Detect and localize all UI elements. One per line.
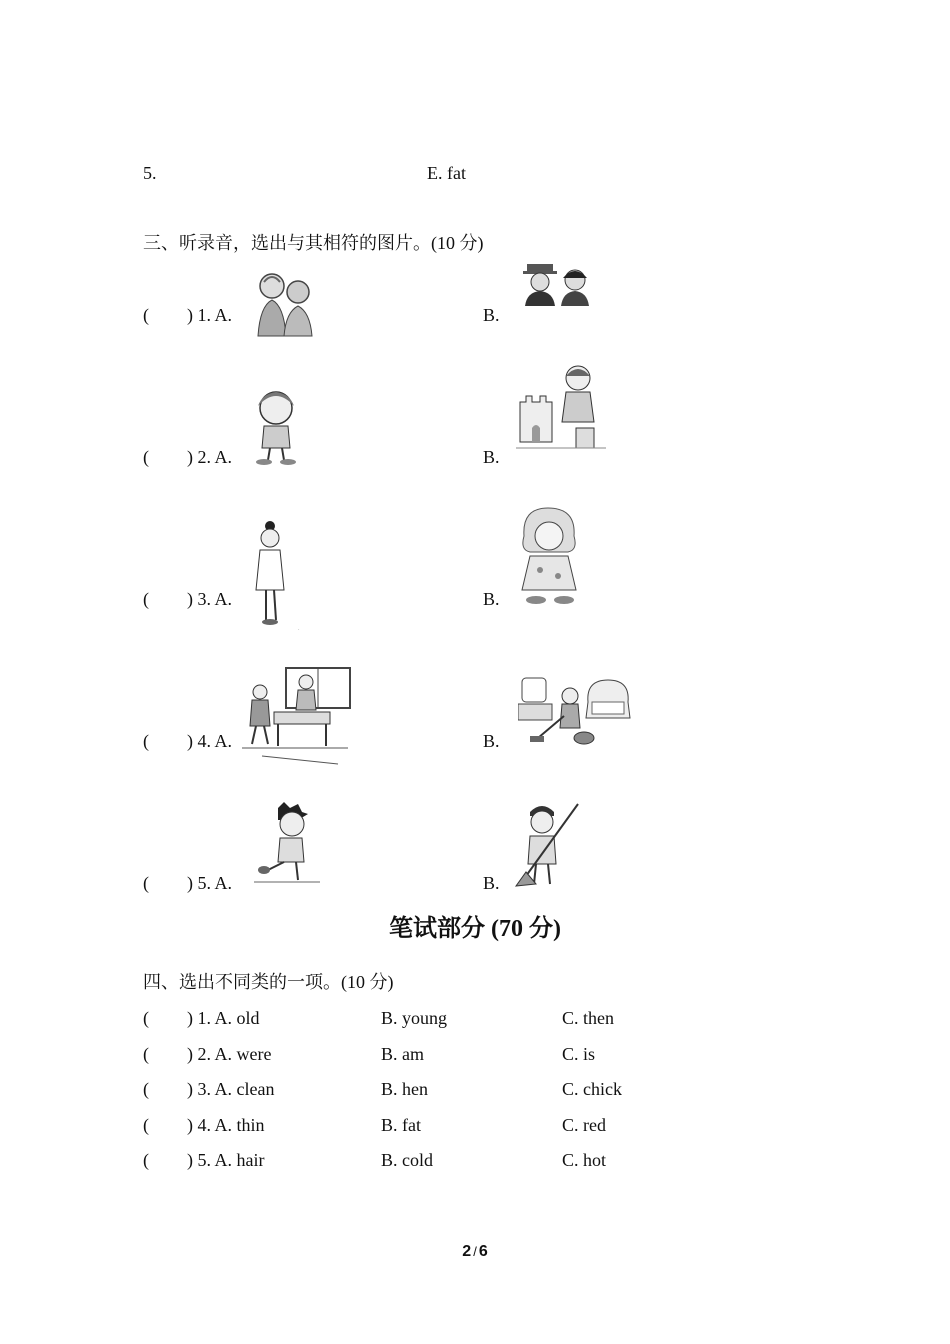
total-pages: 6 (478, 1243, 488, 1260)
answer-bracket-open[interactable]: ( (143, 1079, 149, 1099)
option-c: C. is (562, 1044, 596, 1064)
option-a: ) 2. A. were (187, 1044, 272, 1064)
option-b: B. fat (381, 1115, 421, 1135)
answer-bracket-open[interactable]: ( (143, 305, 149, 325)
chubby-girl-icon (518, 506, 580, 606)
written-section-title: 笔试部分 (70 分) (389, 916, 561, 942)
matching-item-5-option: E. fat (427, 163, 466, 183)
option-b-label: B. (483, 731, 500, 751)
thin-girl-icon (252, 516, 304, 632)
option-a: ) 1. A. old (187, 1008, 260, 1028)
question-label: ) 1. A. (187, 305, 232, 325)
current-page: 2 (462, 1243, 472, 1260)
option-a: ) 4. A. thin (187, 1115, 265, 1135)
answer-bracket-open[interactable]: ( (143, 589, 149, 609)
option-c: C. hot (562, 1150, 607, 1170)
man-and-woman-portrait-icon (523, 262, 595, 306)
girl-standing-icon (246, 386, 304, 466)
option-c: C. red (562, 1115, 606, 1135)
answer-bracket-open[interactable]: ( (143, 731, 149, 751)
question-label: ) 5. A. (187, 873, 232, 893)
option-a: ) 5. A. hair (187, 1150, 265, 1170)
option-b-label: B. (483, 305, 500, 325)
page-separator: / (473, 1244, 477, 1259)
vacuuming-living-room-icon (518, 672, 632, 748)
option-a: ) 3. A. clean (187, 1079, 275, 1099)
boy-sweeping-icon (512, 800, 582, 892)
option-b: B. am (381, 1044, 424, 1064)
question-label: ) 2. A. (187, 447, 232, 467)
answer-bracket-open[interactable]: ( (143, 1150, 149, 1170)
answer-bracket-open[interactable]: ( (143, 1008, 149, 1028)
section-4-heading: 四、选出不同类的一项。(10 分) (143, 972, 394, 992)
cleaning-classroom-icon (242, 664, 354, 770)
boy-kicking-icon (254, 800, 322, 886)
question-label: ) 3. A. (187, 589, 232, 609)
answer-bracket-open[interactable]: ( (143, 1044, 149, 1064)
answer-bracket-open[interactable]: ( (143, 447, 149, 467)
question-label: ) 4. A. (187, 731, 232, 751)
girl-building-sandcastle-icon (516, 362, 610, 454)
option-b-label: B. (483, 589, 500, 609)
option-c: C. then (562, 1008, 614, 1028)
answer-bracket-open[interactable]: ( (143, 1115, 149, 1135)
answer-bracket-open[interactable]: ( (143, 873, 149, 893)
option-b-label: B. (483, 447, 500, 467)
option-b-label: B. (483, 873, 500, 893)
matching-item-5-number: 5. (143, 163, 157, 183)
svg-text:.: . (298, 626, 300, 632)
old-couple-icon (250, 268, 320, 338)
option-c: C. chick (562, 1079, 622, 1099)
section-3-heading: 三、听录音，选出与其相符的图片。(10 分) (143, 233, 484, 253)
option-b: B. cold (381, 1150, 433, 1170)
option-b: B. hen (381, 1079, 428, 1099)
page-number (0, 1243, 950, 1261)
option-b: B. young (381, 1008, 448, 1028)
